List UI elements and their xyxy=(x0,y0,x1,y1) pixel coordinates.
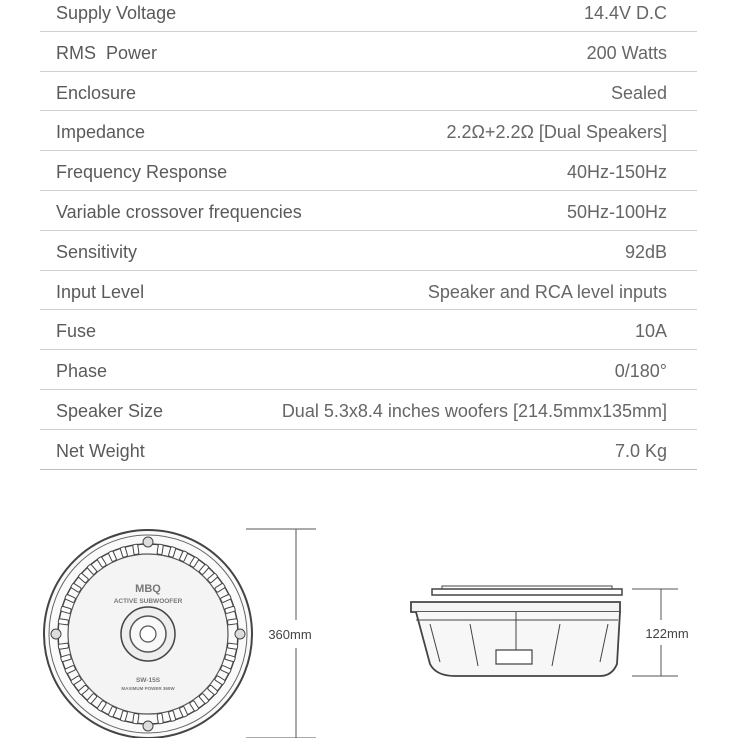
power-rating: MAXIMUM POWER 360W xyxy=(121,686,175,691)
brand-logo-text: MBQ xyxy=(135,583,161,595)
spec-label: Input Level xyxy=(56,281,145,302)
spec-row-speaker-size xyxy=(40,390,697,430)
subwoofer-top-view xyxy=(44,530,252,738)
spec-label: Speaker Size xyxy=(56,400,164,421)
spec-value: 200 Watts xyxy=(586,42,667,63)
spec-value: Speaker and RCA level inputs xyxy=(427,281,667,302)
spec-row-sensitivity xyxy=(40,231,697,271)
spec-label: RMS Power xyxy=(56,42,158,63)
spec-row-phase xyxy=(40,350,697,390)
spec-row-rms-power xyxy=(40,32,697,72)
spec-label: Sensitivity xyxy=(56,241,138,262)
spec-value: 40Hz-150Hz xyxy=(566,162,667,183)
vent-slot xyxy=(58,643,69,649)
spec-label: Net Weight xyxy=(56,440,145,461)
vent-slot xyxy=(58,619,69,625)
spec-row-input-level xyxy=(40,271,697,311)
spec-row-net-weight xyxy=(40,430,697,470)
spec-value: 0/180° xyxy=(614,361,667,382)
diameter-label: 360mm xyxy=(268,627,312,642)
spec-value: 10A xyxy=(634,321,667,342)
product-subtitle: ACTIVE SUBWOOFER xyxy=(113,598,183,605)
model-number: SW-15S xyxy=(135,677,161,684)
spec-value: 50Hz-100Hz xyxy=(566,201,667,222)
spec-value: 2.2Ω+2.2Ω [Dual Speakers] xyxy=(446,122,667,143)
spec-value: 14.4V D.C xyxy=(583,3,667,23)
subwoofer-side-view xyxy=(411,586,622,676)
spec-table xyxy=(40,0,697,470)
spec-value: 92dB xyxy=(624,241,667,262)
spec-label: Phase xyxy=(56,361,108,382)
spec-row-impedance xyxy=(40,111,697,151)
vent-slot xyxy=(133,544,139,555)
height-label: 122mm xyxy=(645,626,689,641)
dimension-diagram xyxy=(0,480,738,738)
spec-value: Dual 5.3x8.4 inches woofers [214.5mmx135mm] xyxy=(281,400,667,421)
spec-value: 7.0 Kg xyxy=(614,440,667,461)
spec-label: Enclosure xyxy=(56,82,137,103)
spec-row-frequency-response xyxy=(40,151,697,191)
vent-slot xyxy=(157,544,163,555)
spec-row-enclosure xyxy=(40,72,697,112)
vent-slot xyxy=(227,643,238,649)
spec-label: Frequency Response xyxy=(56,162,228,183)
spec-label: Supply Voltage xyxy=(56,3,177,23)
vent-slot xyxy=(227,619,238,625)
spec-label: Impedance xyxy=(56,122,146,143)
spec-row-fuse xyxy=(40,310,697,350)
vent-slot xyxy=(157,713,163,724)
spec-value: Sealed xyxy=(610,82,667,103)
spec-label: Variable crossover frequencies xyxy=(56,201,302,222)
spec-label: Fuse xyxy=(56,321,97,342)
spec-row-supply-voltage xyxy=(40,0,697,32)
vent-slot xyxy=(133,713,139,724)
spec-row-crossover xyxy=(40,191,697,231)
